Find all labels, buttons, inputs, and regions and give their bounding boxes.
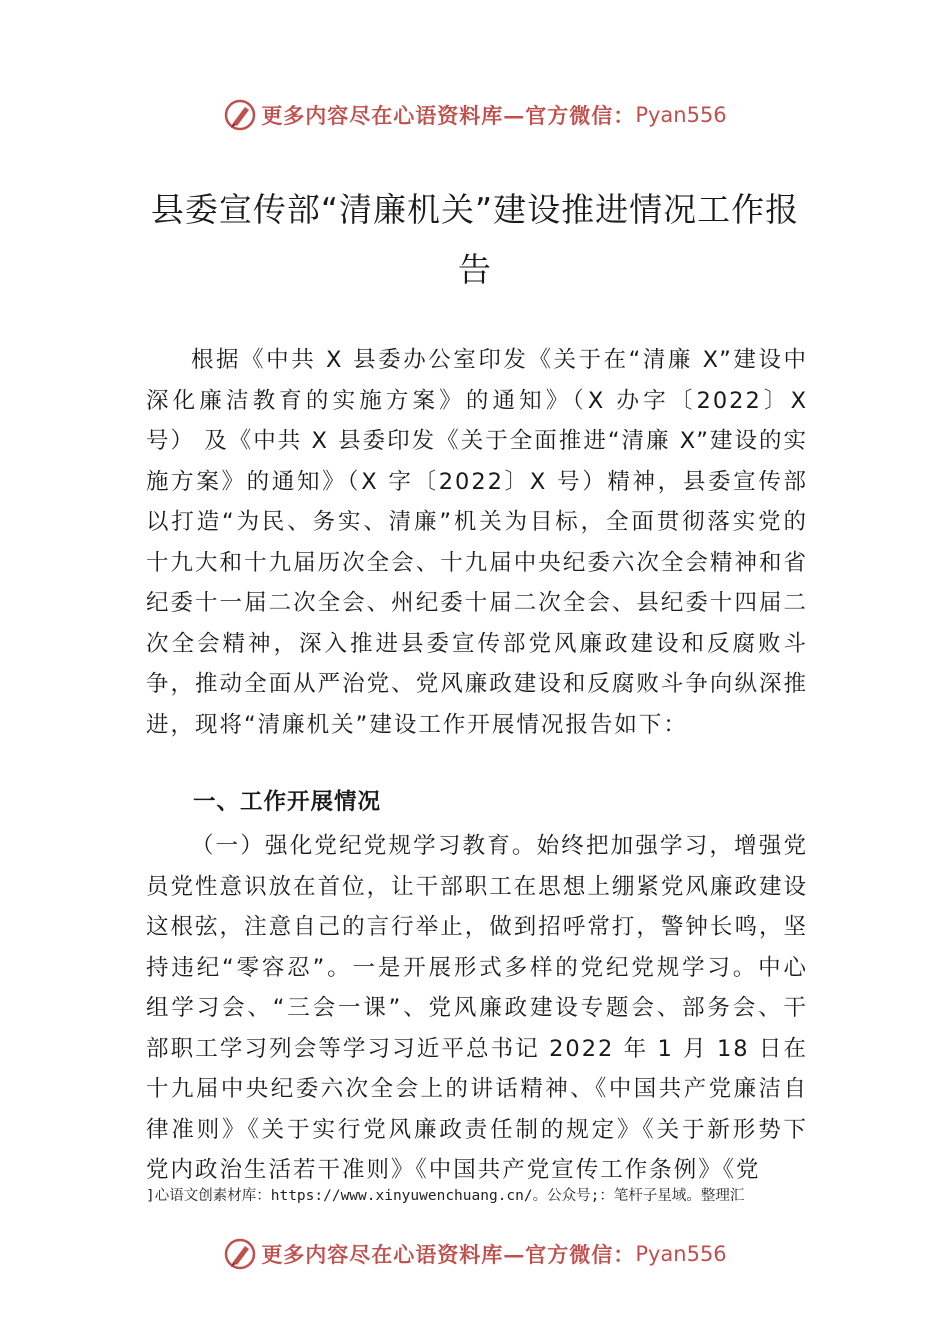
footer-banner: [0, 1232, 950, 1276]
banner-contact: Pyan556: [635, 103, 727, 127]
document-title: 县委宣传部“清廉机关”建设推进情况工作报告: [150, 190, 800, 289]
banner-brand-text: 更多内容尽在心语资料库—官方微信：: [261, 103, 636, 128]
section-heading: 一、工作开展情况: [193, 789, 382, 815]
pen-logo-icon: [223, 1237, 257, 1271]
section-paragraph: （一）强化党纪党规学习教育。始终把加强学习，增强党员党性意识放在首位，让干部职工在思想上绷紧党风廉政建设这根弦，注意自己的言行举止，做到招呼常打，警钟长鸣，坚持违纪“零容忍”。一是开展形式多样的党纪党规学习。中心组学习会、“三会一课”、党风廉政建设专题会、部务会、干部职工学习列会等学习习近平总书记 2022 年 1 月 18 日在十九届中央纪委六次全会上的讲话精神、《中国共产党廉洁自律准则》《关于实行党风廉政责任制的规定》《关于新形势下党内政治生活若干准则》《中国共产党宣传工作条例》《党: [146, 833, 808, 1183]
pen-logo-icon: [223, 98, 257, 132]
footer-source-text: ]心语文创素材库：https://www.xinyuwenchuang.cn/。公众号;：笔杆子星域。整理汇: [146, 1188, 745, 1204]
header-banner: [0, 93, 950, 137]
banner-brand-text: 更多内容尽在心语资料库—官方微信：: [261, 1242, 636, 1267]
intro-paragraph: 根据《中共 X 县委办公室印发《关于在“清廉 X”建设中深化廉洁教育的实施方案》的通知》（X 办字〔2022〕X 号） 及《中共 X 县委印发《关于全面推进“清廉 X”建设的实施方案》的通知》（X 字〔2022〕X 号）精神，县委宣传部以打造“为民、务实、清廉”机关为目标，全面贯彻落实党的十九大和十九届历次全会、十九届中央纪委六次全会精神和省纪委十一届二次全会、州纪委十届二次全会、县纪委十四届二次全会精神，深入推进县委宣传部党风廉政建设和反腐败斗争，推动全面从严治党、党风廉政建设和反腐败斗争向纵深推进，现将“清廉机关”建设工作开展情况报告如下：: [146, 347, 808, 738]
banner-contact: Pyan556: [635, 1242, 727, 1266]
